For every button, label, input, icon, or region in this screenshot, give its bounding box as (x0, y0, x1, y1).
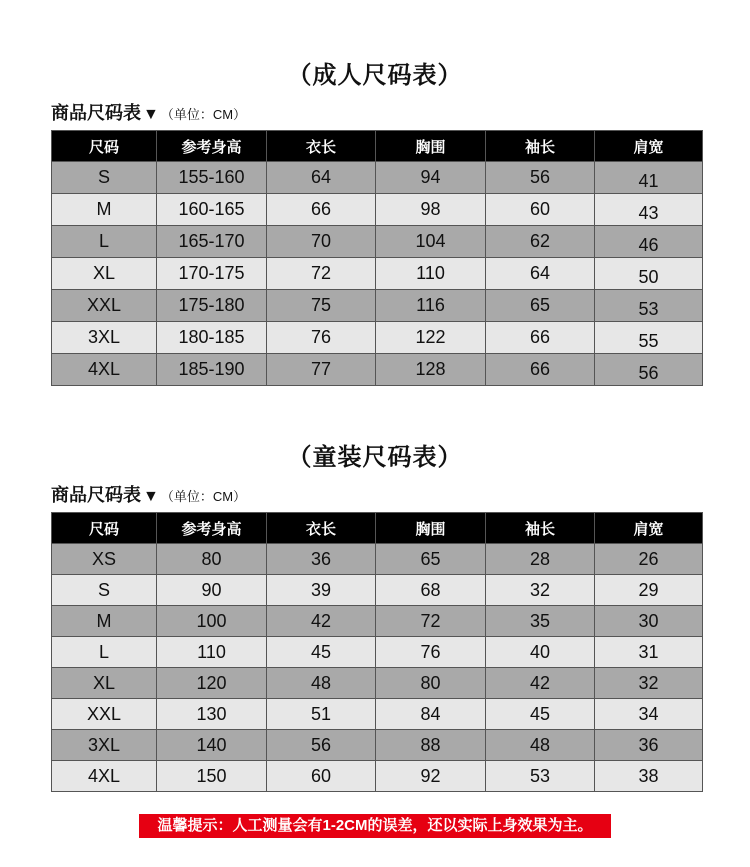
column-header: 袖长 (486, 131, 595, 162)
column-header: 衣长 (267, 131, 376, 162)
column-header: 衣长 (267, 513, 376, 544)
table-cell: 110 (376, 258, 486, 290)
table-cell: 45 (486, 699, 595, 730)
table-cell: 76 (376, 637, 486, 668)
table-cell: 35 (486, 606, 595, 637)
table-cell: XXL (52, 290, 157, 322)
table-cell: 45 (267, 637, 376, 668)
table-cell: 53 (486, 761, 595, 792)
table-cell: 60 (267, 761, 376, 792)
table-cell: 170-175 (157, 258, 267, 290)
table-row (52, 761, 703, 792)
table-cell: XL (52, 668, 157, 699)
table-cell: 76 (267, 322, 376, 354)
table-cell: 39 (267, 575, 376, 606)
table-cell: 3XL (52, 730, 157, 761)
table-cell: 38 (595, 761, 703, 792)
table-cell: 28 (486, 544, 595, 575)
table-row (52, 194, 703, 226)
table-cell: 34 (595, 699, 703, 730)
table-cell: 70 (267, 226, 376, 258)
table-row (52, 606, 703, 637)
table-cell: XS (52, 544, 157, 575)
table-cell: 42 (486, 668, 595, 699)
table-row (52, 575, 703, 606)
column-header: 尺码 (52, 513, 157, 544)
table-row (52, 258, 703, 290)
table-cell: S (52, 162, 157, 194)
table-cell: 65 (486, 290, 595, 322)
table-cell: 98 (376, 194, 486, 226)
kids-size-table (51, 512, 703, 792)
triangle-down-icon: ▼ (143, 106, 159, 123)
table-cell: 31 (595, 637, 703, 668)
table-cell: 56 (595, 354, 703, 386)
table-cell: 64 (267, 162, 376, 194)
table-row (52, 637, 703, 668)
table-cell: 92 (376, 761, 486, 792)
table-cell: 100 (157, 606, 267, 637)
adult-section-title: （成人尺码表） (287, 62, 463, 89)
adult-subheading (51, 99, 246, 125)
table-cell: 4XL (52, 761, 157, 792)
column-header: 尺码 (52, 131, 157, 162)
table-cell: 94 (376, 162, 486, 194)
table-row (52, 730, 703, 761)
triangle-down-icon: ▼ (143, 488, 159, 505)
table-cell: 32 (595, 668, 703, 699)
table-cell: 84 (376, 699, 486, 730)
table-cell: 150 (157, 761, 267, 792)
table-row (52, 322, 703, 354)
table-cell: 46 (595, 226, 703, 258)
table-cell: 66 (486, 354, 595, 386)
column-header: 胸围 (376, 131, 486, 162)
table-cell: 90 (157, 575, 267, 606)
table-row (52, 668, 703, 699)
table-cell: L (52, 226, 157, 258)
table-cell: XXL (52, 699, 157, 730)
table-cell: 51 (267, 699, 376, 730)
table-cell: 3XL (52, 322, 157, 354)
table-cell: 122 (376, 322, 486, 354)
table-row (52, 162, 703, 194)
table-cell: 72 (267, 258, 376, 290)
table-cell: 155-160 (157, 162, 267, 194)
table-cell: 77 (267, 354, 376, 386)
table-cell: 110 (157, 637, 267, 668)
table-cell: 120 (157, 668, 267, 699)
table-cell: 65 (376, 544, 486, 575)
table-cell: 43 (595, 194, 703, 226)
table-cell: 26 (595, 544, 703, 575)
column-header: 参考身高 (157, 513, 267, 544)
table-cell: 185-190 (157, 354, 267, 386)
table-cell: 180-185 (157, 322, 267, 354)
table-cell: S (52, 575, 157, 606)
kids-subheading-label: 商品尺码表 (51, 485, 141, 505)
table-row (52, 354, 703, 386)
table-cell: 29 (595, 575, 703, 606)
table-cell: 41 (595, 162, 703, 194)
adult-subheading-label: 商品尺码表 (51, 103, 141, 123)
table-cell: 66 (267, 194, 376, 226)
column-header: 胸围 (376, 513, 486, 544)
table-cell: M (52, 606, 157, 637)
table-cell: 50 (595, 258, 703, 290)
table-cell: 56 (486, 162, 595, 194)
table-cell: 56 (267, 730, 376, 761)
table-cell: 160-165 (157, 194, 267, 226)
table-row (52, 544, 703, 575)
table-cell: 40 (486, 637, 595, 668)
table-cell: 36 (595, 730, 703, 761)
kids-section-title: （童装尺码表） (287, 444, 463, 471)
table-cell: 60 (486, 194, 595, 226)
table-cell: 80 (376, 668, 486, 699)
table-cell: 55 (595, 322, 703, 354)
table-cell: 140 (157, 730, 267, 761)
table-cell: 64 (486, 258, 595, 290)
table-cell: L (52, 637, 157, 668)
table-cell: XL (52, 258, 157, 290)
table-cell: 116 (376, 290, 486, 322)
table-cell: 68 (376, 575, 486, 606)
table-cell: 42 (267, 606, 376, 637)
adult-table-header-row (52, 131, 703, 162)
table-cell: 88 (376, 730, 486, 761)
table-row (52, 290, 703, 322)
table-cell: 130 (157, 699, 267, 730)
table-row (52, 699, 703, 730)
table-cell: 104 (376, 226, 486, 258)
table-cell: 32 (486, 575, 595, 606)
table-cell: M (52, 194, 157, 226)
table-cell: 165-170 (157, 226, 267, 258)
table-cell: 53 (595, 290, 703, 322)
kids-table-header-row (52, 513, 703, 544)
table-cell: 4XL (52, 354, 157, 386)
kids-subheading (51, 481, 246, 507)
table-cell: 128 (376, 354, 486, 386)
table-cell: 36 (267, 544, 376, 575)
column-header: 参考身高 (157, 131, 267, 162)
table-row (52, 226, 703, 258)
table-cell: 72 (376, 606, 486, 637)
table-cell: 30 (595, 606, 703, 637)
kids-unit-label: （单位：CM） (160, 489, 247, 504)
adult-unit-label: （单位：CM） (160, 107, 247, 122)
table-cell: 48 (486, 730, 595, 761)
table-cell: 175-180 (157, 290, 267, 322)
table-cell: 75 (267, 290, 376, 322)
column-header: 肩宽 (595, 513, 703, 544)
table-cell: 48 (267, 668, 376, 699)
column-header: 肩宽 (595, 131, 703, 162)
table-cell: 80 (157, 544, 267, 575)
measurement-note: 温馨提示：人工测量会有1-2CM的误差，还以实际上身效果为主。 (139, 814, 611, 838)
table-cell: 66 (486, 322, 595, 354)
column-header: 袖长 (486, 513, 595, 544)
table-cell: 62 (486, 226, 595, 258)
adult-size-table (51, 130, 703, 386)
